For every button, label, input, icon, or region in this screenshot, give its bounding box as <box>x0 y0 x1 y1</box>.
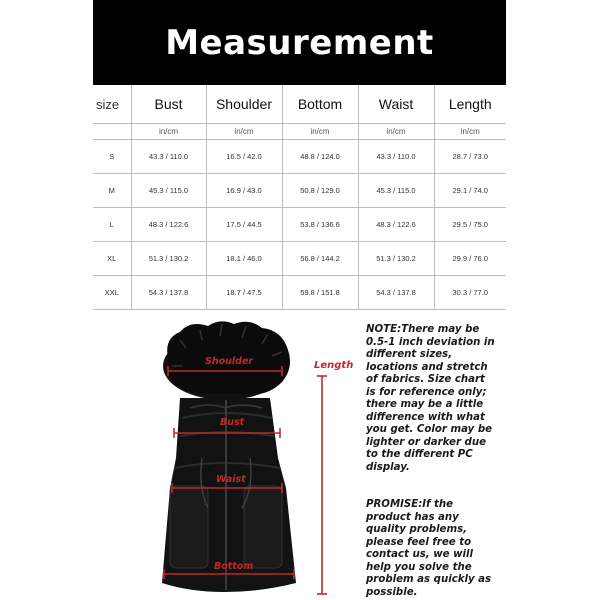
value-cell: 29.5 / 75.0 <box>434 208 506 242</box>
table-row <box>93 276 506 310</box>
value-cell: 45.3 / 115.0 <box>131 174 206 208</box>
unit-cell: in/cm <box>282 124 358 140</box>
unit-cell: in/cm <box>434 124 506 140</box>
length-label: Length <box>314 360 354 371</box>
value-cell: 54.3 / 137.8 <box>131 276 206 310</box>
bottom-label: Bottom <box>214 561 254 572</box>
column-header-bottom: Bottom <box>282 85 358 124</box>
size-cell: M <box>93 174 131 208</box>
note-text: NOTE:There may be 0.5-1 inch deviation in different sizes, locations and stretch of fabrics. Size chart is for reference only; there may be a little difference with what you get. Color may be lighter or darker due to the different PC display. <box>366 324 495 473</box>
value-cell: 48.3 / 122.6 <box>358 208 434 242</box>
bust-label: Bust <box>220 417 245 428</box>
length-measure-line <box>317 376 327 594</box>
value-cell: 48.8 / 124.0 <box>282 140 358 174</box>
value-cell: 28.7 / 73.0 <box>434 140 506 174</box>
promise-text: PROMISE:If the product has any quality problems, please feel free to contact us, we will help you solve the problem as quickly as possible. <box>366 499 492 598</box>
page-title: Measurement <box>165 22 434 63</box>
value-cell: 51.3 / 130.2 <box>131 242 206 276</box>
column-header-length: Length <box>434 85 506 124</box>
column-header-waist: Waist <box>358 85 434 124</box>
value-cell: 16.9 / 43.0 <box>206 174 282 208</box>
column-header-bust: Bust <box>131 85 206 124</box>
value-cell: 45.3 / 115.0 <box>358 174 434 208</box>
size-cell: XL <box>93 242 131 276</box>
value-cell: 18.1 / 46.0 <box>206 242 282 276</box>
table-row <box>93 208 506 242</box>
value-cell: 51.3 / 130.2 <box>358 242 434 276</box>
unit-cell: in/cm <box>206 124 282 140</box>
measurement-banner <box>93 0 506 85</box>
value-cell: 50.8 / 129.0 <box>282 174 358 208</box>
size-column-header: size <box>93 85 131 124</box>
value-cell: 43.3 / 110.0 <box>358 140 434 174</box>
value-cell: 29.9 / 76.0 <box>434 242 506 276</box>
value-cell: 54.3 / 137.8 <box>358 276 434 310</box>
table-row <box>93 174 506 208</box>
value-cell: 43.3 / 110.0 <box>131 140 206 174</box>
value-cell: 59.8 / 151.8 <box>282 276 358 310</box>
table-unit-row <box>93 124 506 140</box>
size-chart-table <box>93 85 506 310</box>
vest-measurement-diagram <box>150 318 370 600</box>
unit-cell-empty <box>93 124 131 140</box>
value-cell: 56.8 / 144.2 <box>282 242 358 276</box>
value-cell: 30.3 / 77.0 <box>434 276 506 310</box>
value-cell: 29.1 / 74.0 <box>434 174 506 208</box>
table-row <box>93 242 506 276</box>
table-header-row <box>93 85 506 124</box>
value-cell: 18.7 / 47.5 <box>206 276 282 310</box>
value-cell: 48.3 / 122.6 <box>131 208 206 242</box>
value-cell: 53.8 / 136.6 <box>282 208 358 242</box>
column-header-shoulder: Shoulder <box>206 85 282 124</box>
unit-cell: in/cm <box>358 124 434 140</box>
value-cell: 16.5 / 42.0 <box>206 140 282 174</box>
size-cell: XXL <box>93 276 131 310</box>
unit-cell: in/cm <box>131 124 206 140</box>
table-row <box>93 140 506 174</box>
shoulder-label: Shoulder <box>205 356 254 367</box>
size-cell: S <box>93 140 131 174</box>
value-cell: 17.5 / 44.5 <box>206 208 282 242</box>
size-cell: L <box>93 208 131 242</box>
waist-label: Waist <box>216 474 246 485</box>
